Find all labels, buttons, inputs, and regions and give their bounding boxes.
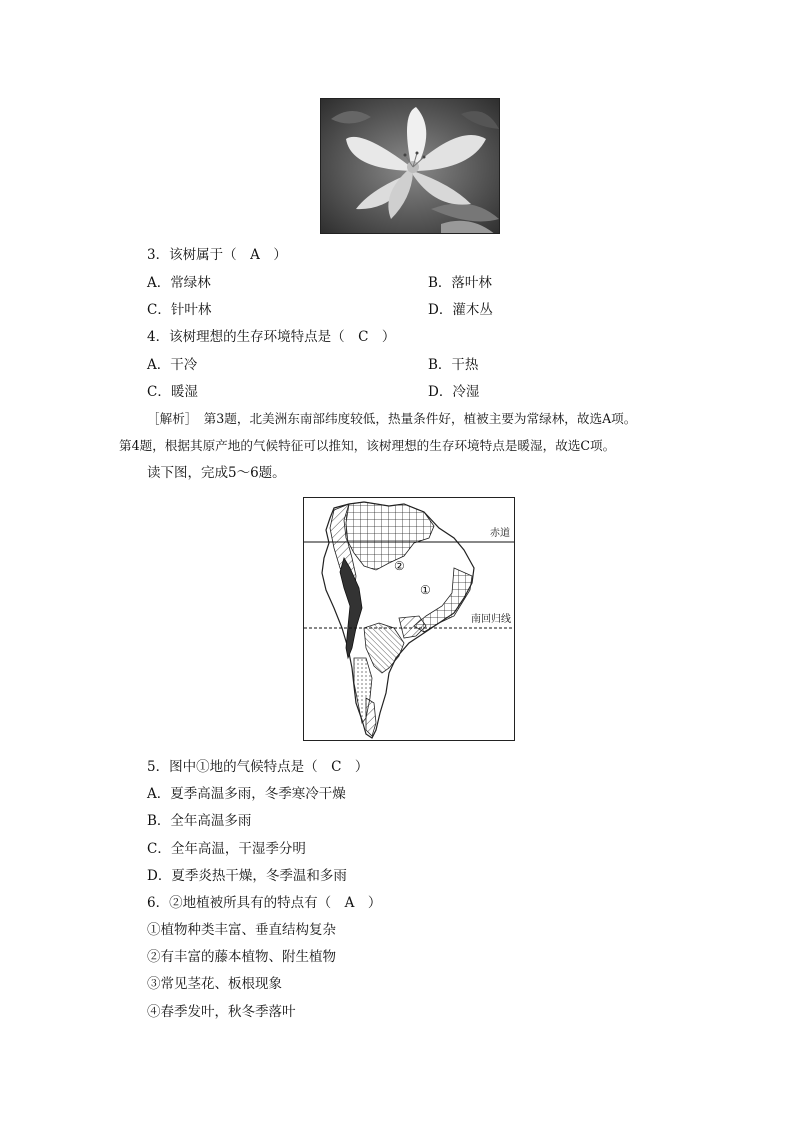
tropic-label: 南回归线 [471, 614, 511, 625]
equator-label: 赤道 [490, 528, 510, 539]
q6-item-2: ②有丰富的藤本植物、附生植物 [147, 949, 336, 965]
analysis-line-2: 第4题，根据其原产地的气候特征可以推知，该树理想的生存环境特点是暖湿，故选C项。 [119, 438, 616, 453]
q3-option-d: D．灌木丛 [428, 302, 493, 318]
analysis-line-1: ［解析］ 第3题，北美洲东南部纬度较低，热量条件好，植被主要为常绿林，故选A项。 [147, 411, 637, 426]
south-america-map [303, 497, 515, 741]
flower-image [321, 99, 500, 234]
flower-photo [320, 98, 500, 234]
q3-stem: 3．该树属于（ A ） [147, 247, 287, 263]
q3-option-a: A．常绿林 [147, 275, 211, 291]
map-intro: 读下图，完成5～6题。 [147, 465, 286, 481]
q6-item-4: ④春季发叶，秋冬季落叶 [147, 1004, 296, 1020]
q4-option-d: D．冷湿 [428, 384, 480, 400]
q3-option-b: B．落叶林 [428, 275, 492, 291]
q4-option-b: B．干热 [428, 357, 479, 373]
q4-option-a: A．干冷 [147, 357, 198, 373]
region-1-label: ① [420, 583, 431, 597]
q4-stem: 4．该树理想的生存环境特点是（ C ） [147, 329, 396, 345]
q6-item-3: ③常见茎花、板根现象 [147, 976, 282, 992]
q3-option-c: C．针叶林 [147, 302, 212, 318]
q6-item-1: ①植物种类丰富、垂直结构复杂 [147, 922, 336, 938]
q6-stem: 6．②地植被所具有的特点有（ A ） [147, 895, 382, 911]
q5-option-c: C．全年高温，干湿季分明 [147, 841, 306, 857]
region-2-label: ② [394, 559, 405, 573]
q5-option-a: A．夏季高温多雨，冬季寒冷干燥 [147, 786, 346, 802]
q5-option-d: D．夏季炎热干燥，冬季温和多雨 [147, 868, 347, 884]
q5-option-b: B．全年高温多雨 [147, 813, 252, 829]
q5-stem: 5．图中①地的气候特点是（ C ） [147, 759, 369, 775]
q4-option-c: C．暖湿 [147, 384, 198, 400]
